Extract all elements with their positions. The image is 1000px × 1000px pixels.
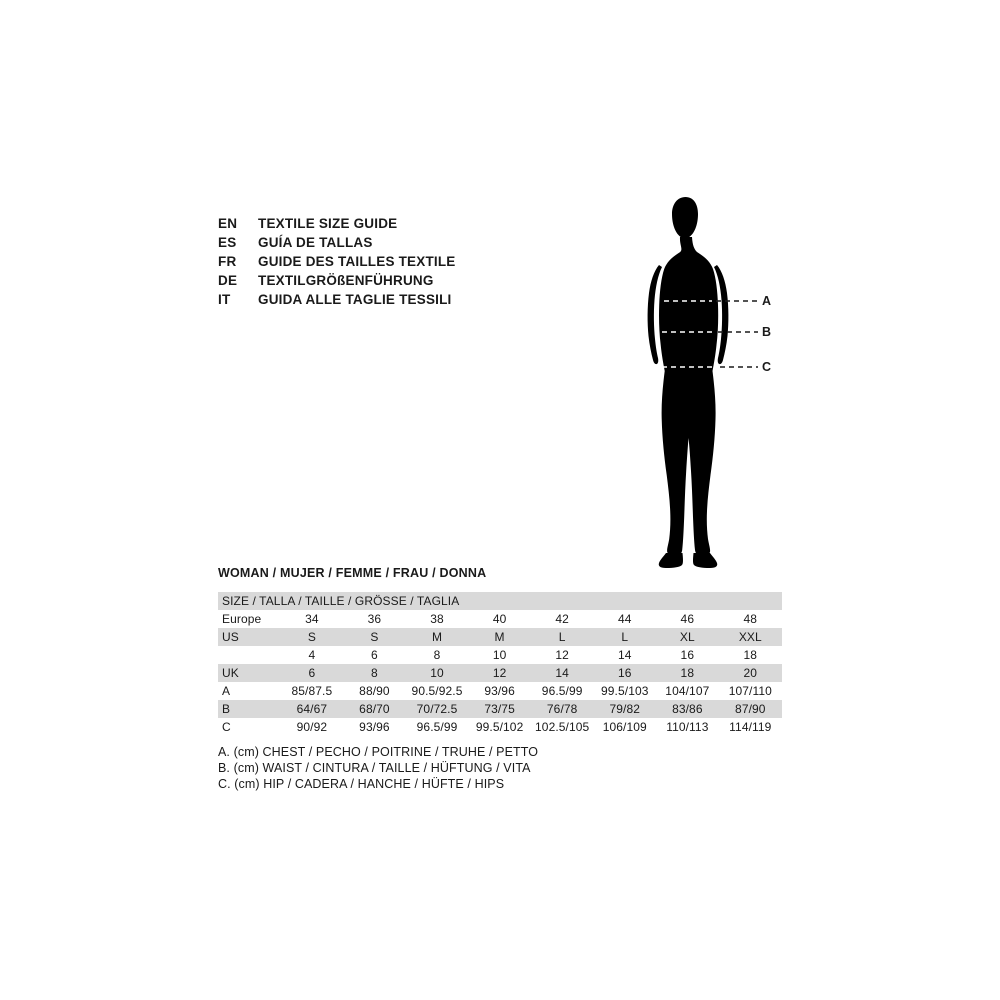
cell: 36 <box>343 610 406 628</box>
row-label-us-numeric <box>218 646 281 664</box>
language-code-it: IT <box>218 292 231 307</box>
cell: 64/67 <box>281 700 344 718</box>
cell: 96.5/99 <box>531 682 594 700</box>
cell: 70/72.5 <box>406 700 469 718</box>
cell: 90/92 <box>281 718 344 736</box>
cell: 40 <box>468 610 531 628</box>
cell: 85/87.5 <box>281 682 344 700</box>
cell: 42 <box>531 610 594 628</box>
cell: 16 <box>593 664 656 682</box>
cell: 99.5/102 <box>468 718 531 736</box>
cell: 90.5/92.5 <box>406 682 469 700</box>
row-label-us: US <box>218 628 281 646</box>
cell: S <box>343 628 406 646</box>
table-header-row <box>218 592 782 610</box>
title-text-it: GUIDA ALLE TAGLIE TESSILI <box>258 292 452 307</box>
row-label-b: B <box>218 700 281 718</box>
table-row <box>218 718 782 736</box>
cell: L <box>531 628 594 646</box>
cell: XL <box>656 628 719 646</box>
cell: 73/75 <box>468 700 531 718</box>
cell: 8 <box>406 646 469 664</box>
cell: 104/107 <box>656 682 719 700</box>
measurement-legend <box>218 744 738 792</box>
title-row-it <box>218 290 638 309</box>
legend-line-b: B. (cm) WAIST / CINTURA / TAILLE / HÜFTUNG / VITA <box>218 761 531 775</box>
cell: 110/113 <box>656 718 719 736</box>
language-title-block <box>218 214 638 309</box>
title-row-fr <box>218 252 638 271</box>
legend-line-c: C. (cm) HIP / CADERA / HANCHE / HÜFTE / HIPS <box>218 777 505 791</box>
woman-silhouette-icon <box>630 195 790 580</box>
table-row <box>218 682 782 700</box>
cell: M <box>406 628 469 646</box>
cell: 76/78 <box>531 700 594 718</box>
legend-line-a: A. (cm) CHEST / PECHO / POITRINE / TRUHE / PETTO <box>218 745 539 759</box>
cell: 18 <box>656 664 719 682</box>
table-row <box>218 664 782 682</box>
size-table <box>218 592 782 736</box>
cell: 99.5/103 <box>593 682 656 700</box>
title-text-fr: GUIDE DES TAILLES TEXTILE <box>258 254 456 269</box>
cell: 87/90 <box>719 700 782 718</box>
cell: 12 <box>531 646 594 664</box>
measure-label-b: B <box>762 325 772 339</box>
cell: 34 <box>281 610 344 628</box>
measure-label-a: A <box>762 294 772 308</box>
cell: 38 <box>406 610 469 628</box>
cell: 6 <box>281 664 344 682</box>
cell: 16 <box>656 646 719 664</box>
cell: 93/96 <box>468 682 531 700</box>
title-row-en <box>218 214 638 233</box>
table-row <box>218 700 782 718</box>
cell: 106/109 <box>593 718 656 736</box>
language-code-de: DE <box>218 273 238 288</box>
cell: 10 <box>468 646 531 664</box>
cell: 114/119 <box>719 718 782 736</box>
row-label-europe: Europe <box>218 610 281 628</box>
cell: L <box>593 628 656 646</box>
cell: 107/110 <box>719 682 782 700</box>
title-row-de <box>218 271 638 290</box>
table-column-heading: SIZE / TALLA / TAILLE / GRÖSSE / TAGLIA <box>218 592 782 610</box>
row-label-uk: UK <box>218 664 281 682</box>
cell: 46 <box>656 610 719 628</box>
cell: 93/96 <box>343 718 406 736</box>
language-code-en: EN <box>218 216 238 231</box>
cell: 79/82 <box>593 700 656 718</box>
row-label-c: C <box>218 718 281 736</box>
title-text-en: TEXTILE SIZE GUIDE <box>258 216 398 231</box>
table-group-heading: WOMAN / MUJER / FEMME / FRAU / DONNA <box>218 566 487 580</box>
woman-silhouette-figure <box>630 195 790 580</box>
cell: 44 <box>593 610 656 628</box>
cell: 4 <box>281 646 344 664</box>
cell: 48 <box>719 610 782 628</box>
language-code-es: ES <box>218 235 237 250</box>
cell: 14 <box>531 664 594 682</box>
cell: XXL <box>719 628 782 646</box>
row-label-a: A <box>218 682 281 700</box>
language-code-fr: FR <box>218 254 237 269</box>
cell: S <box>281 628 344 646</box>
cell: 18 <box>719 646 782 664</box>
cell: 102.5/105 <box>531 718 594 736</box>
cell: 6 <box>343 646 406 664</box>
cell: 12 <box>468 664 531 682</box>
cell: 20 <box>719 664 782 682</box>
cell: 68/70 <box>343 700 406 718</box>
cell: 10 <box>406 664 469 682</box>
measure-label-c: C <box>762 360 772 374</box>
cell: M <box>468 628 531 646</box>
table-row <box>218 628 782 646</box>
cell: 8 <box>343 664 406 682</box>
cell: 88/90 <box>343 682 406 700</box>
title-row-es <box>218 233 638 252</box>
title-text-de: TEXTILGRÖßENFÜHRUNG <box>258 273 434 288</box>
title-text-es: GUÍA DE TALLAS <box>258 235 373 250</box>
table-row <box>218 610 782 628</box>
cell: 14 <box>593 646 656 664</box>
cell: 83/86 <box>656 700 719 718</box>
table-row <box>218 646 782 664</box>
cell: 96.5/99 <box>406 718 469 736</box>
